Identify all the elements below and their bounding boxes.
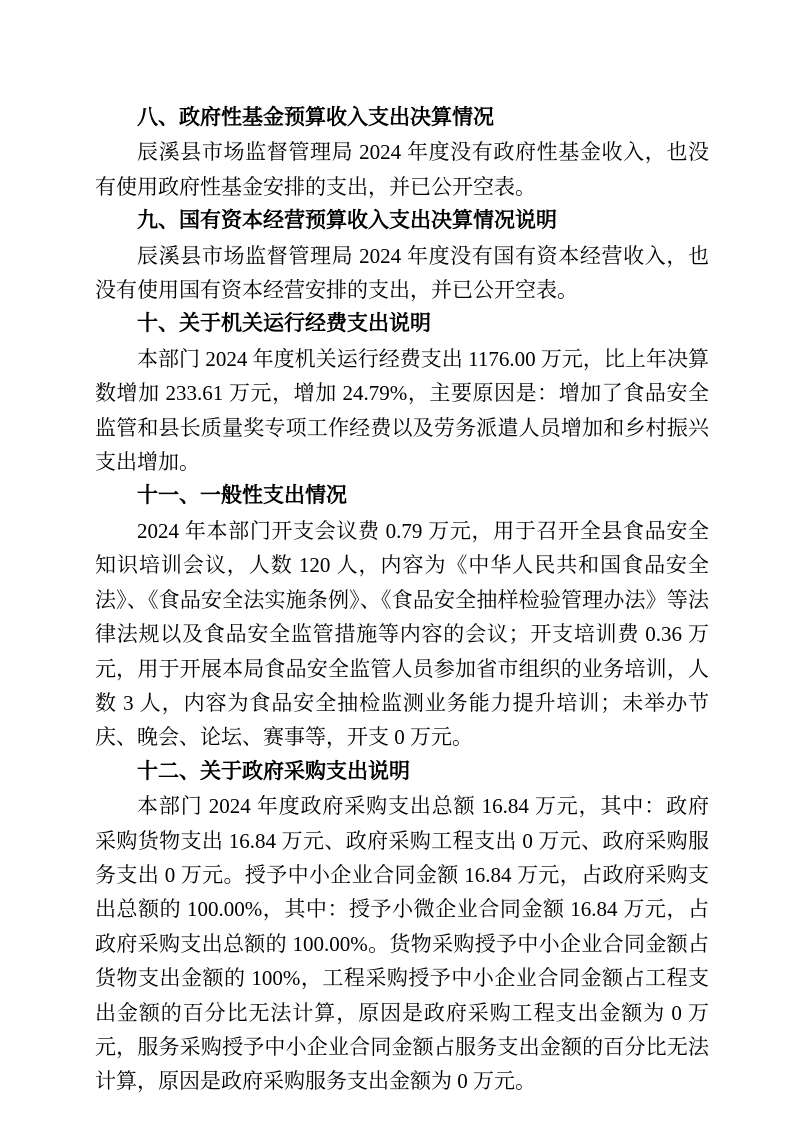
document-content <box>95 101 709 1099</box>
section-paragraph: 2024 年本部门开支会议费 0.79 万元，用于召开全县食品安全知识培训会议，人数 120 人，内容为《中华人民共和国食品安全法》、《食品安全法实施条例》、《食品安全抽样检验管理办法》等法律法规以及食品安全监管措施等内容的会议；开支培训费 0.36 万元，用于开展本局食品安全监管人员参加省市组织的业务培训，人数 3 人，内容为食品安全抽检监测业务能力提升培训；未举办节庆、晚会、论坛、赛事等，开支 0 万元。 <box>95 518 709 750</box>
section-heading-agency-operating-expense: 十、关于机关运行经费支出说明 <box>137 312 431 336</box>
section-heading-gov-fund-budget: 八、政府性基金预算收入支出决算情况 <box>137 106 494 129</box>
section-heading-gov-procurement: 十二、关于政府采购支出说明 <box>137 759 410 783</box>
section-general-expenditure <box>95 479 709 754</box>
section-paragraph: 辰溪县市场监督管理局 2024 年度没有国有资本经营收入，也没有使用国有资本经营安排的支出，并已公开空表。 <box>95 243 709 303</box>
section-state-capital-budget <box>95 204 709 307</box>
section-gov-procurement <box>95 755 709 1099</box>
section-heading-state-capital-budget: 九、国有资本经营预算收入支出决算情况说明 <box>137 209 557 233</box>
section-paragraph: 本部门 2024 年度机关运行经费支出 1176.00 万元，比上年决算数增加 233.61 万元，增加 24.79%，主要原因是：增加了食品安全监管和县长质量奖专项工作经费以及劳务派遣人员增加和乡村振兴支出增加。 <box>95 346 709 475</box>
section-agency-operating-expense <box>95 307 709 479</box>
section-heading-general-expenditure: 十一、一般性支出情况 <box>137 484 347 508</box>
section-paragraph: 辰溪县市场监督管理局 2024 年度没有政府性基金收入，也没有使用政府性基金安排的支出，并已公开空表。 <box>95 140 709 199</box>
section-paragraph: 本部门 2024 年度政府采购支出总额 16.84 万元，其中：政府采购货物支出 16.84 万元、政府采购工程支出 0 万元、政府采购服务支出 0 万元。授予中小企业合同金额 16.84 万元，占政府采购支出总额的 100.00%，其中：授予小微企业合同金额 16.84 万元，占政府采购支出总额的 100.00%。货物采购授予中小企业合同金额占货物支出金额的 100%，工程采购授予中小企业合同金额占工程支出金额的百分比无法计算，原因是政府采购工程支出金额为 0 万元，服务采购授予中小企业合同金额占服务支出金额的百分比无法计算，原因是政府采购服务支出金额为 0 万元。 <box>95 794 709 1094</box>
section-gov-fund-budget <box>95 101 709 204</box>
